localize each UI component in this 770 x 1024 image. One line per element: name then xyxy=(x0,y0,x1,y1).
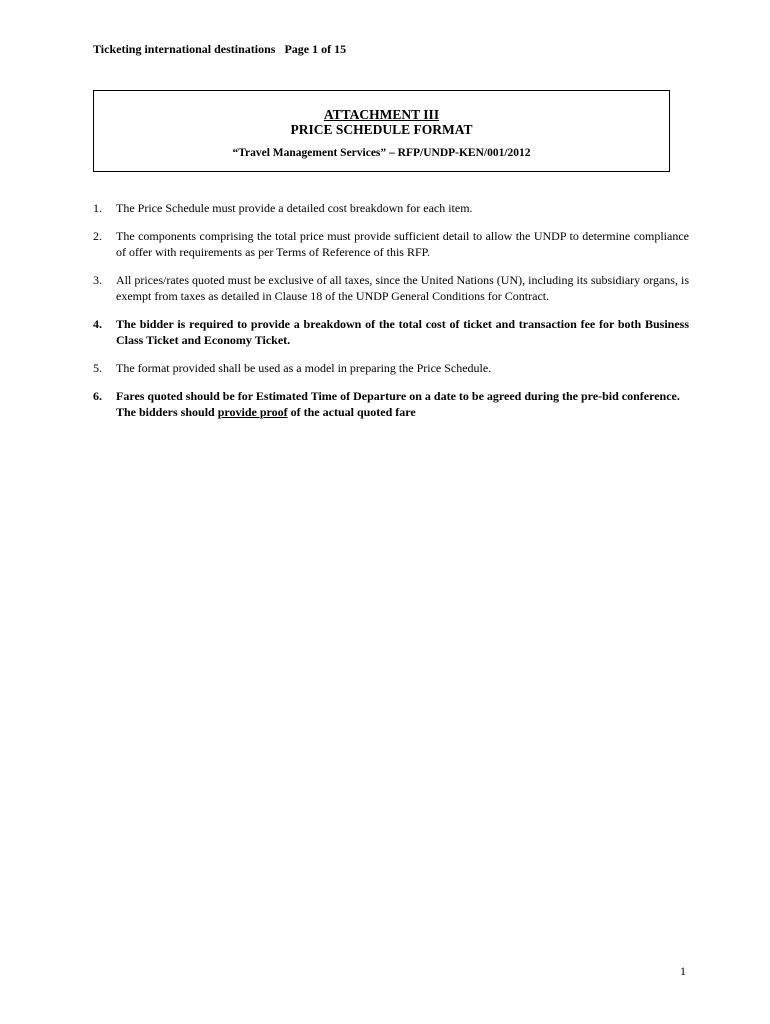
item-text: The bidder is required to provide a breakdown of the total cost of ticket and transaction fee for both Business Class Ticket and Economy Ticket. xyxy=(116,317,689,347)
list-item xyxy=(93,228,689,260)
rfp-subtitle: “Travel Management Services” – RFP/UNDP-KEN/001/2012 xyxy=(232,147,531,159)
item-number: 1. xyxy=(93,201,102,215)
header-page: Page 1 of 15 xyxy=(284,42,347,56)
instructions-list xyxy=(93,200,689,432)
item-number: 5. xyxy=(93,361,102,375)
item-number: 6. xyxy=(93,389,102,403)
title-box xyxy=(93,90,670,172)
item-number: 3. xyxy=(93,273,102,287)
item-number: 2. xyxy=(93,229,102,243)
header-title: Ticketing international destinations xyxy=(93,42,276,56)
item-text-before: Fares quoted should be for Estimated Time of Departure on a date to be agreed during the pre-bid conference. The bidders should xyxy=(116,389,680,419)
item-text-after: of the actual quoted fare xyxy=(287,405,416,419)
item-text: The components comprising the total price must provide sufficient detail to allow the UNDP to determine compliance of offer with requirements as per Terms of Reference of this RFP. xyxy=(116,229,689,259)
provide-proof-emphasis: provide proof xyxy=(217,405,288,419)
running-header xyxy=(93,42,346,57)
item-text: All prices/rates quoted must be exclusive of all taxes, since the United Nations (UN), including its subsidiary organs, is exempt from taxes as detailed in Clause 18 of the UNDP General Conditions for Contract. xyxy=(116,273,689,303)
list-item xyxy=(93,360,689,376)
list-item xyxy=(93,316,689,348)
list-item xyxy=(93,388,689,420)
item-text: The Price Schedule must provide a detailed cost breakdown for each item. xyxy=(116,201,473,215)
item-text: The format provided shall be used as a model in preparing the Price Schedule. xyxy=(116,361,492,375)
item-number: 4. xyxy=(93,317,102,331)
price-schedule-title: PRICE SCHEDULE FORMAT xyxy=(290,122,473,137)
list-item xyxy=(93,200,689,216)
attachment-title: ATTACHMENT III xyxy=(323,107,440,122)
page-number: 1 xyxy=(680,964,686,978)
list-item xyxy=(93,272,689,304)
